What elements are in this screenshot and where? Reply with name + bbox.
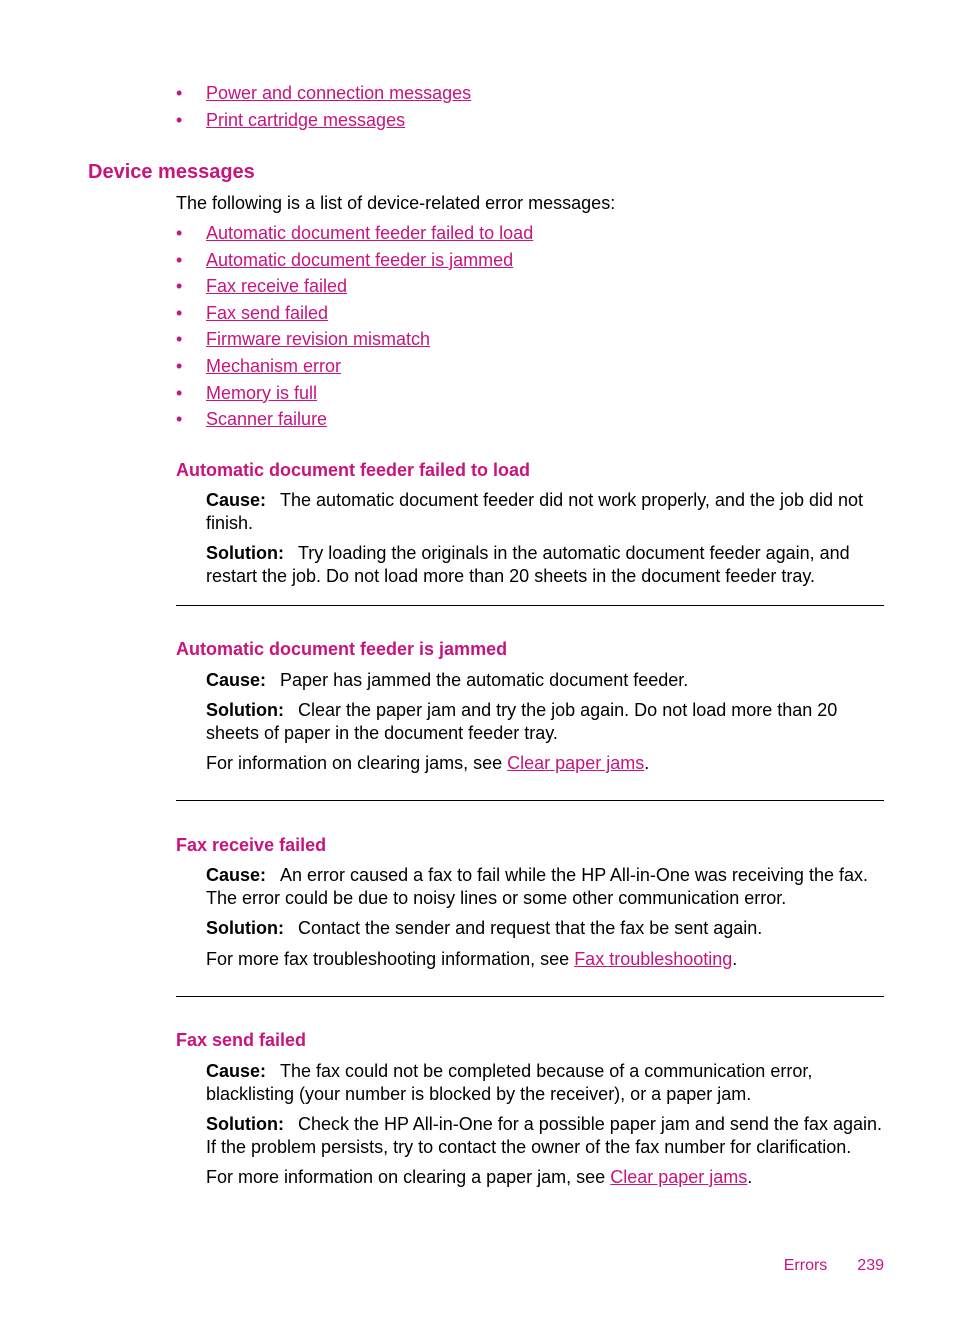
bullet-icon: •	[176, 223, 183, 243]
solution-label: Solution:	[206, 918, 284, 938]
info-text: For more information on clearing a paper jam, see	[206, 1167, 611, 1187]
entry-solution	[206, 699, 886, 745]
bullet-icon: •	[176, 83, 183, 103]
bullet-icon: •	[176, 109, 183, 130]
entry-title-fax-send-failed: Fax send failed	[176, 1030, 307, 1050]
section-intro: The following is a list of device-related error messages:	[176, 193, 616, 213]
bullet-icon: •	[176, 276, 183, 297]
divider	[176, 605, 884, 606]
link-fax-receive-failed[interactable]: Fax receive failed	[206, 276, 348, 297]
entry-title-adf-failed-to-load: Automatic document feeder failed to load	[176, 460, 531, 480]
entry-solution	[206, 917, 886, 940]
device-messages-list	[176, 223, 533, 436]
list-item	[176, 383, 533, 410]
entry-solution	[206, 1113, 886, 1159]
divider	[176, 996, 884, 997]
list-item	[176, 409, 533, 436]
solution-text: Try loading the originals in the automatic document feeder again, and restart the job. Do not load more than 20 sheets in the document feeder tray.	[206, 543, 850, 586]
link-fax-send-failed[interactable]: Fax send failed	[206, 302, 329, 323]
list-item	[176, 276, 533, 303]
list-item	[176, 223, 533, 250]
entry-cause	[206, 669, 886, 692]
divider	[176, 800, 884, 801]
solution-label: Solution:	[206, 1114, 284, 1134]
related-links-list	[176, 83, 471, 136]
section-title: Device messages	[88, 161, 255, 183]
solution-text: Clear the paper jam and try the job again. Do not load more than 20 sheets of paper in the document feeder tray.	[206, 700, 838, 743]
list-item	[176, 303, 533, 330]
cause-label: Cause:	[206, 1061, 267, 1081]
footer-section: Errors	[783, 1257, 828, 1274]
info-suffix: .	[644, 753, 650, 773]
cause-text: Paper has jammed the automatic document feeder.	[280, 670, 689, 690]
cause-label: Cause:	[206, 670, 267, 690]
bullet-icon: •	[176, 249, 183, 270]
solution-label: Solution:	[206, 543, 284, 563]
link-power-connection-messages[interactable]: Power and connection messages	[206, 83, 472, 103]
link-print-cartridge-messages[interactable]: Print cartridge messages	[206, 109, 406, 130]
info-text: For information on clearing jams, see	[206, 753, 508, 773]
cause-text: The automatic document feeder did not work properly, and the job did not finish.	[206, 490, 864, 533]
page-footer	[754, 1257, 884, 1275]
cause-label: Cause:	[206, 490, 267, 510]
entry-cause	[206, 864, 886, 910]
entry-info	[206, 948, 886, 971]
bullet-icon: •	[176, 329, 183, 350]
cause-text: The fax could not be completed because of a communication error, blacklisting (your number is blocked by the receiver), or a paper jam.	[206, 1061, 813, 1104]
list-item	[176, 110, 471, 137]
list-item	[176, 83, 471, 110]
link-fax-troubleshooting[interactable]: Fax troubleshooting	[574, 949, 733, 969]
bullet-icon: •	[176, 382, 183, 403]
entry-info	[206, 1166, 886, 1189]
link-adf-jammed[interactable]: Automatic document feeder is jammed	[206, 249, 514, 270]
entry-solution	[206, 542, 886, 588]
solution-text: Check the HP All-in-One for a possible paper jam and send the fax again. If the problem persists, try to contact the owner of the fax number for clarification.	[206, 1114, 882, 1157]
page-number: 239	[857, 1257, 884, 1274]
link-clear-paper-jams[interactable]: Clear paper jams	[610, 1167, 748, 1187]
bullet-icon: •	[176, 302, 183, 323]
solution-text: Contact the sender and request that the fax be sent again.	[297, 918, 763, 938]
bullet-icon: •	[176, 355, 183, 376]
entry-cause	[206, 1060, 886, 1106]
info-suffix: .	[747, 1167, 753, 1187]
entry-title-fax-receive-failed: Fax receive failed	[176, 835, 327, 855]
link-scanner-failure[interactable]: Scanner failure	[206, 409, 328, 430]
link-clear-paper-jams[interactable]: Clear paper jams	[507, 753, 645, 773]
link-adf-failed-to-load[interactable]: Automatic document feeder failed to load	[206, 223, 534, 243]
entry-cause	[206, 489, 886, 535]
list-item	[176, 356, 533, 383]
link-memory-is-full[interactable]: Memory is full	[206, 382, 318, 403]
list-item	[176, 250, 533, 277]
info-text: For more fax troubleshooting information, see	[206, 949, 575, 969]
link-firmware-revision-mismatch[interactable]: Firmware revision mismatch	[206, 329, 431, 350]
cause-text: An error caused a fax to fail while the HP All-in-One was receiving the fax. The error could be due to noisy lines or some other communication error.	[206, 865, 868, 908]
bullet-icon: •	[176, 409, 183, 430]
solution-label: Solution:	[206, 700, 284, 720]
entry-info	[206, 752, 886, 775]
entry-title-adf-jammed: Automatic document feeder is jammed	[176, 639, 508, 659]
link-mechanism-error[interactable]: Mechanism error	[206, 355, 342, 376]
cause-label: Cause:	[206, 865, 267, 885]
list-item	[176, 329, 533, 356]
info-suffix: .	[732, 949, 738, 969]
